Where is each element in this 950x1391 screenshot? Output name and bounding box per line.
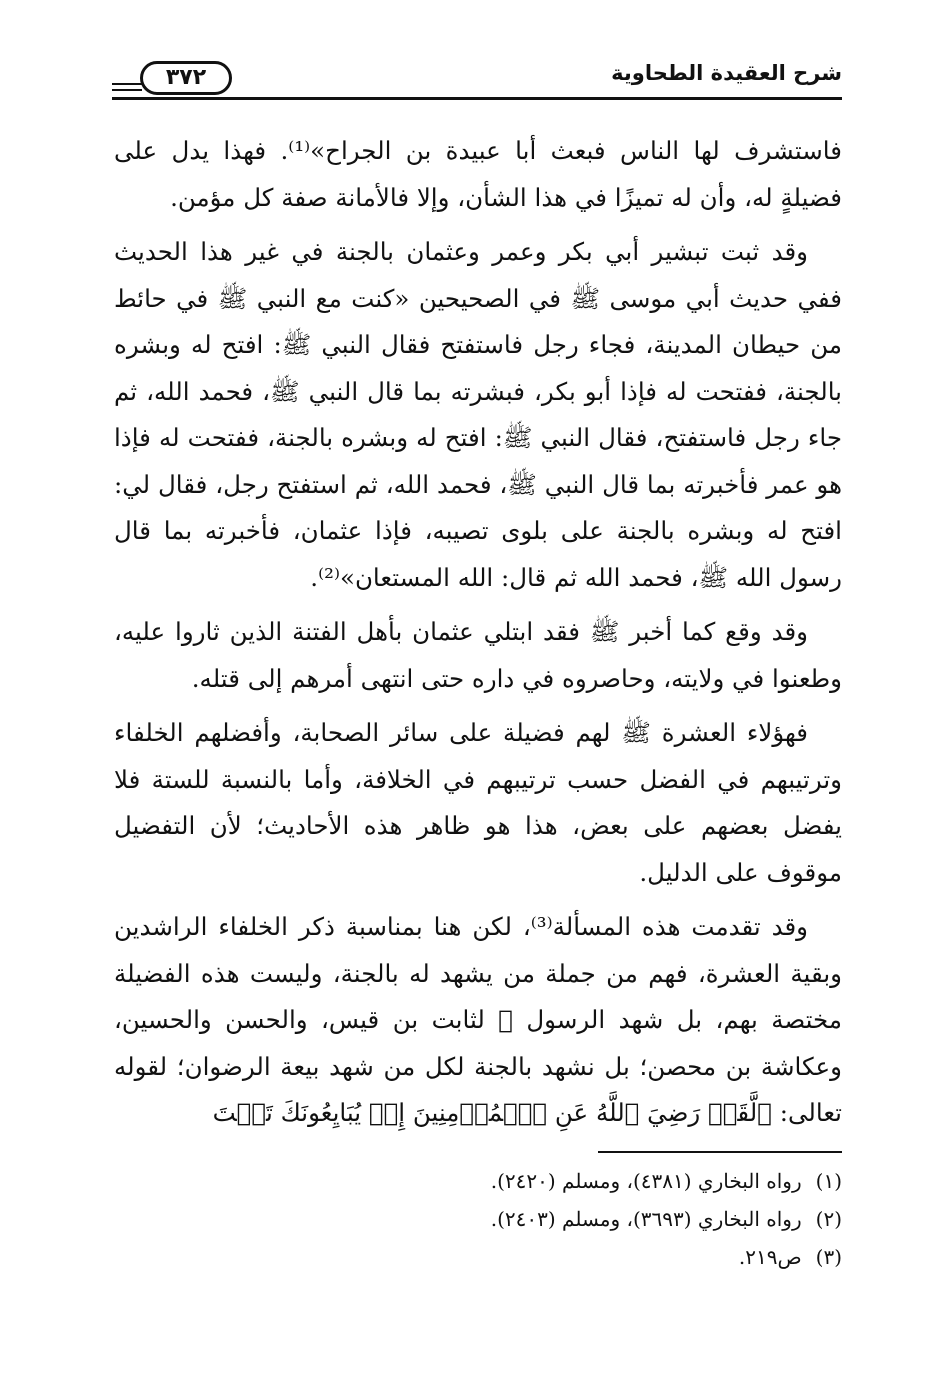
page-number: ٣٧٢ <box>140 61 232 95</box>
paragraph: فاستشرف لها الناس فبعث أبا عبيدة بن الجراح»⁽¹⁾. فهذا يدل على فضيلةٍ له، وأن له تميزًا في هذا الشأن، وإلا فالأمانة صفة كل مؤمن. <box>114 136 842 212</box>
footnotes <box>112 1162 842 1276</box>
paragraph: وقد تقدمت هذه المسألة⁽³⁾، لكن هنا بمناسبة ذكر الخلفاء الراشدين وبقية العشرة، فهم من جملة من يشهد له بالجنة، وليست هذه الفضيلة مختصة بهم، بل شهد الرسول ﷺ لثابت بن قيس، والحسن والحسين، وعكاشة بن محصن؛ بل نشهد بالجنة لكل من شهد بيعة الرضوان؛ لقوله تعالى: ﴿لَّقَدۡ رَضِيَ ٱللَّهُ عَنِ ٱلۡمُؤۡمِنِينَ إِذۡ يُبَايِعُونَكَ تَحۡتَ <box>114 912 842 1127</box>
main-text <box>114 128 842 1145</box>
footnote-number: (٢) <box>815 1207 842 1231</box>
footnote-text: رواه البخاري (٤٣٨١)، ومسلم (٢٤٢٠). <box>490 1169 802 1193</box>
footnote <box>112 1238 842 1276</box>
footnote-text: رواه البخاري (٣٦٩٣)، ومسلم (٢٤٠٣). <box>490 1207 802 1231</box>
paragraph: فهؤلاء العشرة ﷺ لهم فضيلة على سائر الصحابة، وأفضلهم الخلفاء وترتيبهم في الفضل حسب ترتيبهم في الخلافة، وأما بالنسبة للستة فلا يفضل بعضهم على بعض، هذا هو ظاهر هذه الأحاديث؛ لأن التفضيل موقوف على الدليل. <box>114 718 842 887</box>
footnote-divider <box>598 1151 842 1153</box>
footnote <box>112 1200 842 1238</box>
header-rule <box>112 97 842 100</box>
footnote <box>112 1162 842 1200</box>
book-title: شرح العقيدة الطحاوية <box>611 61 842 85</box>
header-ornament-line <box>112 83 142 85</box>
header-ornament-line <box>112 89 142 91</box>
page-header <box>112 55 842 115</box>
paragraph: وقد وقع كما أخبر ﷺ فقد ابتلي عثمان بأهل الفتنة الذين ثاروا عليه، وطعنوا في ولايته، وحاصروه في داره حتى انتهى أمرهم إلى قتله. <box>114 617 842 693</box>
paragraph: وقد ثبت تبشير أبي بكر وعمر وعثمان بالجنة في غير هذا الحديث ففي حديث أبي موسى ﷺ في الصحيحين «كنت مع النبي ﷺ في حائط من حيطان المدينة، فجاء رجل فاستفتح فقال النبي ﷺ: افتح له وبشره بالجنة، ففتحت له فإذا أبو بكر، فبشرته بما قال النبي ﷺ، فحمد الله، ثم جاء رجل فاستفتح، فقال النبي ﷺ: افتح له وبشره بالجنة، ففتحت له فإذا هو عمر فأخبرته بما قال النبي ﷺ، فحمد الله، ثم استفتح رجل، فقال لي: افتح له وبشره بالجنة على بلوى تصيبه، فإذا عثمان، فأخبرته بما قال رسول الله ﷺ، فحمد الله ثم قال: الله المستعان»⁽²⁾. <box>114 237 842 592</box>
footnote-text: ص٢١٩. <box>738 1245 802 1269</box>
footnote-number: (١) <box>815 1169 842 1193</box>
footnote-number: (٣) <box>815 1245 842 1269</box>
